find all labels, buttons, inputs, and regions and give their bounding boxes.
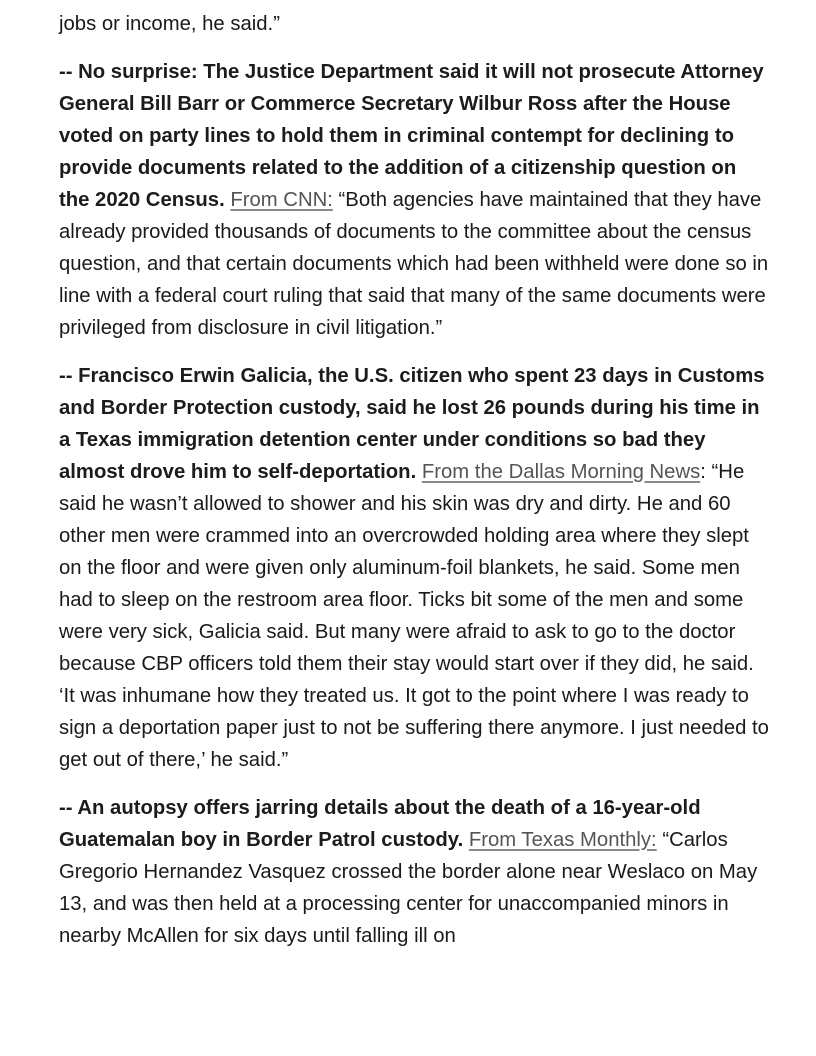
news-item-quote: “Both agencies have maintained that they have already provided thousands of documents to the committee about the census question, and that certain documents which had been withheld were done so in line with a federal court ruling that said that many of the same documents were privileged from disclosure in civil litigation.”	[59, 189, 769, 339]
source-link-texas-monthly[interactable]: From Texas Monthly:	[468, 829, 657, 851]
news-item-headline: -- Francisco Erwin Galicia, the U.S. citizen who spent 23 days in Customs and Border Protection custody, said he lost 26 pounds during his time in a Texas immigration detention center under conditions so bad they almost drove him to self-deportation.	[59, 365, 765, 483]
news-item-quote: “Carlos Gregorio Hernandez Vasquez crossed the border alone near Weslaco on May 13, and was then held at a processing center for unaccompanied minors in nearby McAllen for six days until falling ill on	[59, 829, 758, 947]
article-body	[59, 8, 769, 968]
news-item-quote: “He said he wasn’t allowed to shower and his skin was dry and dirty. He and 60 other men were crammed into an overcrowded holding area where they slept on the floor and were given only aluminum-foil blankets, he said. Some men had to sleep on the restroom area floor. Ticks bit some of the men and some were very sick, Galicia said. But many were afraid to ask to go to the doctor because CBP officers told them their stay would start over if they did, he said. ‘It was inhumane how they treated us. It got to the point where I was ready to sign a deportation paper just to not be suffering there anymore. I just needed to get out of there,’ he said.”	[59, 461, 769, 771]
news-item	[59, 792, 769, 952]
news-item-headline: -- An autopsy offers jarring details about the death of a 16-year-old Guatemalan boy in Border Patrol custody.	[59, 797, 701, 851]
intro-text: jobs or income, he said.”	[59, 13, 280, 35]
intro-paragraph-tail	[59, 8, 769, 40]
news-item	[59, 56, 769, 344]
news-item-headline: -- No surprise: The Justice Department said it will not prosecute Attorney General Bill Barr or Commerce Secretary Wilbur Ross after the House voted on party lines to hold them in criminal contempt for declining to provide documents related to the addition of a citizenship question on the 2020 Census.	[59, 61, 764, 211]
source-link-dallas-morning-news[interactable]: From the Dallas Morning News	[421, 461, 701, 483]
source-suffix: :	[700, 461, 706, 483]
news-item	[59, 360, 769, 776]
source-link-cnn[interactable]: From CNN:	[230, 189, 333, 211]
